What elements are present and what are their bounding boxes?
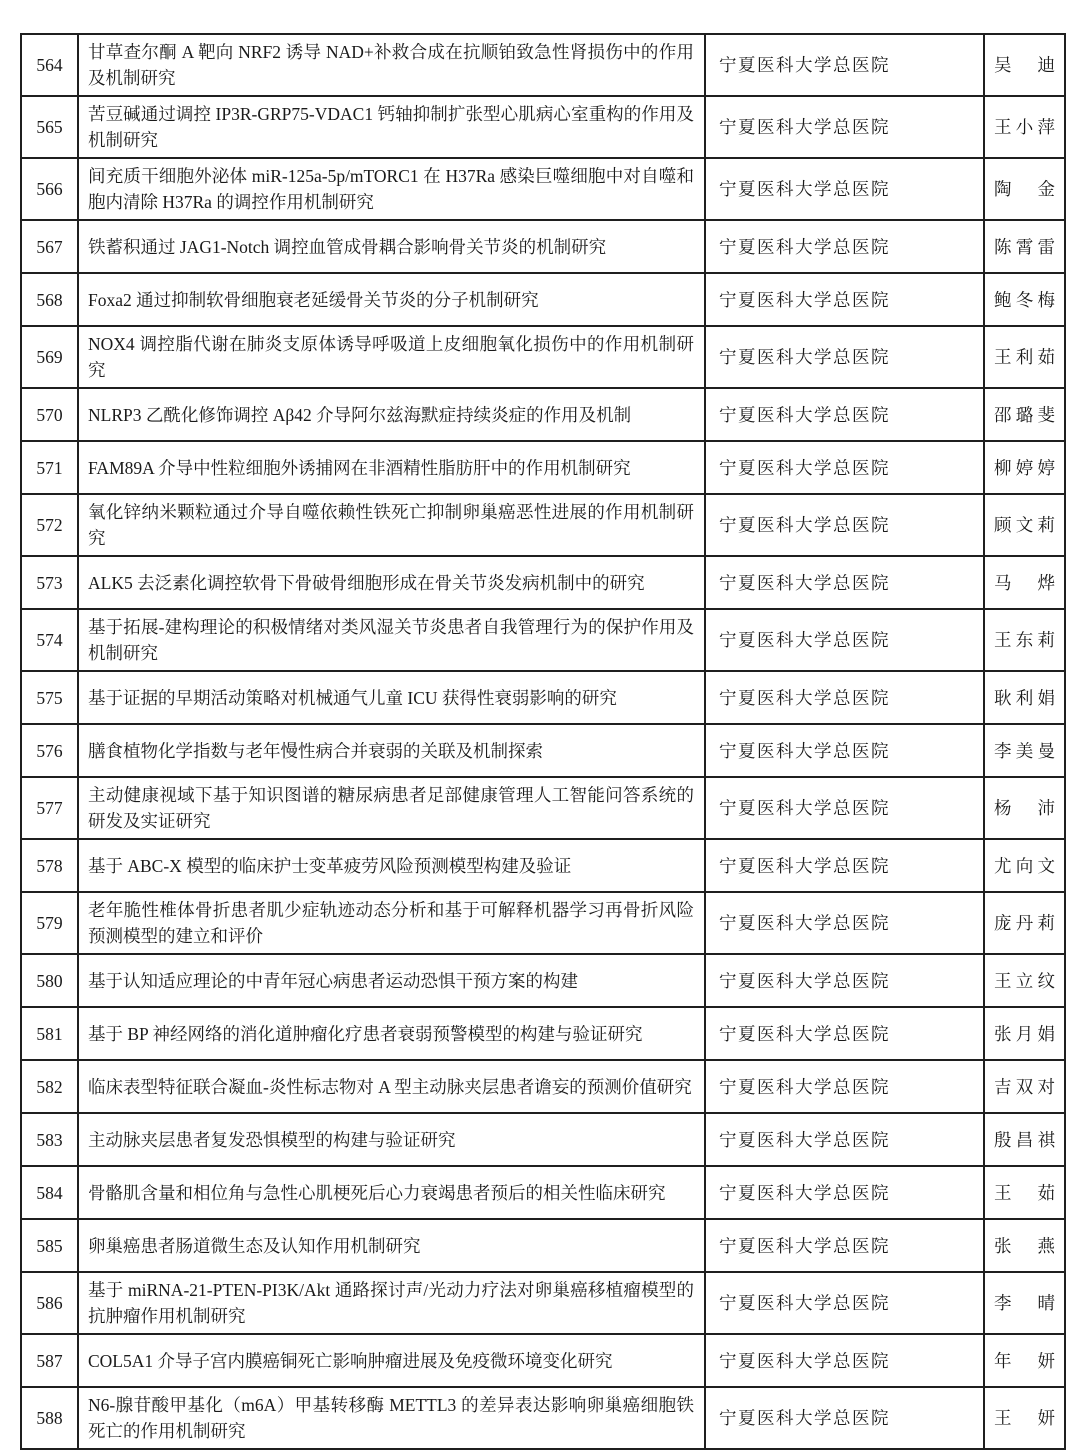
table-row [21, 954, 1065, 1007]
row-number: 577 [21, 777, 78, 839]
table-row [21, 839, 1065, 892]
organization: 宁夏医科大学总医院 [705, 273, 984, 326]
row-number: 580 [21, 954, 78, 1007]
table-row [21, 1334, 1065, 1387]
organization: 宁夏医科大学总医院 [705, 839, 984, 892]
table-row [21, 388, 1065, 441]
row-number: 575 [21, 671, 78, 724]
row-number: 581 [21, 1007, 78, 1060]
project-title: 卵巢癌患者肠道微生态及认知作用机制研究 [78, 1219, 705, 1272]
row-number: 588 [21, 1387, 78, 1449]
leader-name: 庞丹莉 [984, 892, 1065, 954]
leader-name: 柳婷婷 [984, 441, 1065, 494]
project-title: 基于证据的早期活动策略对机械通气儿童 ICU 获得性衰弱影响的研究 [78, 671, 705, 724]
table-row [21, 777, 1065, 839]
table-row [21, 34, 1065, 96]
organization: 宁夏医科大学总医院 [705, 724, 984, 777]
table-row [21, 1272, 1065, 1334]
organization: 宁夏医科大学总医院 [705, 1334, 984, 1387]
row-number: 572 [21, 494, 78, 556]
leader-name: 顾文莉 [984, 494, 1065, 556]
organization: 宁夏医科大学总医院 [705, 1219, 984, 1272]
organization: 宁夏医科大学总医院 [705, 326, 984, 388]
table-row [21, 724, 1065, 777]
row-number: 566 [21, 158, 78, 220]
table-row [21, 671, 1065, 724]
project-title: Foxa2 通过抑制软骨细胞衰老延缓骨关节炎的分子机制研究 [78, 273, 705, 326]
row-number: 569 [21, 326, 78, 388]
organization: 宁夏医科大学总医院 [705, 609, 984, 671]
leader-name: 耿利娟 [984, 671, 1065, 724]
project-title: 膳食植物化学指数与老年慢性病合并衰弱的关联及机制探索 [78, 724, 705, 777]
table-row [21, 1113, 1065, 1166]
table-row [21, 273, 1065, 326]
project-title: 骨骼肌含量和相位角与急性心肌梗死后心力衰竭患者预后的相关性临床研究 [78, 1166, 705, 1219]
leader-name: 张燕 [984, 1219, 1065, 1272]
table-row [21, 556, 1065, 609]
leader-name: 吴迪 [984, 34, 1065, 96]
leader-name: 王立纹 [984, 954, 1065, 1007]
leader-name: 尤向文 [984, 839, 1065, 892]
project-title: N6-腺苷酸甲基化（m6A）甲基转移酶 METTL3 的差异表达影响卵巢癌细胞铁死亡的作用机制研究 [78, 1387, 705, 1449]
leader-name: 王妍 [984, 1387, 1065, 1449]
table-row [21, 96, 1065, 158]
organization: 宁夏医科大学总医院 [705, 34, 984, 96]
project-title: 基于 ABC-X 模型的临床护士变革疲劳风险预测模型构建及验证 [78, 839, 705, 892]
table-row [21, 494, 1065, 556]
projects-table [20, 33, 1066, 1450]
leader-name: 杨沛 [984, 777, 1065, 839]
row-number: 570 [21, 388, 78, 441]
project-title: 铁蓄积通过 JAG1-Notch 调控血管成骨耦合影响骨关节炎的机制研究 [78, 220, 705, 273]
organization: 宁夏医科大学总医院 [705, 494, 984, 556]
organization: 宁夏医科大学总医院 [705, 892, 984, 954]
row-number: 573 [21, 556, 78, 609]
organization: 宁夏医科大学总医院 [705, 1387, 984, 1449]
project-title: NLRP3 乙酰化修饰调控 Aβ42 介导阿尔兹海默症持续炎症的作用及机制 [78, 388, 705, 441]
organization: 宁夏医科大学总医院 [705, 777, 984, 839]
project-title: 间充质干细胞外泌体 miR-125a-5p/mTORC1 在 H37Ra 感染巨噬细胞中对自噬和胞内清除 H37Ra 的调控作用机制研究 [78, 158, 705, 220]
organization: 宁夏医科大学总医院 [705, 96, 984, 158]
row-number: 578 [21, 839, 78, 892]
leader-name: 殷昌祺 [984, 1113, 1065, 1166]
leader-name: 鲍冬梅 [984, 273, 1065, 326]
row-number: 571 [21, 441, 78, 494]
table-row [21, 326, 1065, 388]
organization: 宁夏医科大学总医院 [705, 1272, 984, 1334]
organization: 宁夏医科大学总医院 [705, 1113, 984, 1166]
organization: 宁夏医科大学总医院 [705, 1007, 984, 1060]
project-title: COL5A1 介导子宫内膜癌铜死亡影响肿瘤进展及免疫微环境变化研究 [78, 1334, 705, 1387]
table-row [21, 1166, 1065, 1219]
row-number: 582 [21, 1060, 78, 1113]
table-row [21, 892, 1065, 954]
table-row [21, 1060, 1065, 1113]
row-number: 587 [21, 1334, 78, 1387]
table-row [21, 1387, 1065, 1449]
table-row [21, 609, 1065, 671]
project-title: 基于拓展-建构理论的积极情绪对类风湿关节炎患者自我管理行为的保护作用及机制研究 [78, 609, 705, 671]
table-row [21, 1219, 1065, 1272]
row-number: 583 [21, 1113, 78, 1166]
row-number: 574 [21, 609, 78, 671]
project-title: 苦豆碱通过调控 IP3R-GRP75-VDAC1 钙轴抑制扩张型心肌病心室重构的作用及机制研究 [78, 96, 705, 158]
row-number: 579 [21, 892, 78, 954]
leader-name: 王利茹 [984, 326, 1065, 388]
project-title: 基于 BP 神经网络的消化道肿瘤化疗患者衰弱预警模型的构建与验证研究 [78, 1007, 705, 1060]
organization: 宁夏医科大学总医院 [705, 1060, 984, 1113]
project-title: 老年脆性椎体骨折患者肌少症轨迹动态分析和基于可解释机器学习再骨折风险预测模型的建立和评价 [78, 892, 705, 954]
row-number: 565 [21, 96, 78, 158]
project-title: FAM89A 介导中性粒细胞外诱捕网在非酒精性脂肪肝中的作用机制研究 [78, 441, 705, 494]
project-title: 基于认知适应理论的中青年冠心病患者运动恐惧干预方案的构建 [78, 954, 705, 1007]
row-number: 568 [21, 273, 78, 326]
project-title: 临床表型特征联合凝血-炎性标志物对 A 型主动脉夹层患者谵妄的预测价值研究 [78, 1060, 705, 1113]
project-title: 主动脉夹层患者复发恐惧模型的构建与验证研究 [78, 1113, 705, 1166]
row-number: 584 [21, 1166, 78, 1219]
leader-name: 李美曼 [984, 724, 1065, 777]
organization: 宁夏医科大学总医院 [705, 671, 984, 724]
organization: 宁夏医科大学总医院 [705, 220, 984, 273]
table-row [21, 220, 1065, 273]
organization: 宁夏医科大学总医院 [705, 1166, 984, 1219]
organization: 宁夏医科大学总医院 [705, 556, 984, 609]
project-title: 甘草查尔酮 A 靶向 NRF2 诱导 NAD+补救合成在抗顺铂致急性肾损伤中的作用及机制研究 [78, 34, 705, 96]
project-title: NOX4 调控脂代谢在肺炎支原体诱导呼吸道上皮细胞氧化损伤中的作用机制研究 [78, 326, 705, 388]
project-title: ALK5 去泛素化调控软骨下骨破骨细胞形成在骨关节炎发病机制中的研究 [78, 556, 705, 609]
row-number: 585 [21, 1219, 78, 1272]
leader-name: 王茹 [984, 1166, 1065, 1219]
table-row [21, 158, 1065, 220]
organization: 宁夏医科大学总医院 [705, 441, 984, 494]
row-number: 564 [21, 34, 78, 96]
leader-name: 王东莉 [984, 609, 1065, 671]
row-number: 576 [21, 724, 78, 777]
table-row [21, 441, 1065, 494]
leader-name: 马烨 [984, 556, 1065, 609]
project-title: 基于 miRNA-21-PTEN-PI3K/Akt 通路探讨声/光动力疗法对卵巢癌移植瘤模型的抗肿瘤作用机制研究 [78, 1272, 705, 1334]
organization: 宁夏医科大学总医院 [705, 388, 984, 441]
leader-name: 年妍 [984, 1334, 1065, 1387]
project-title: 主动健康视域下基于知识图谱的糖尿病患者足部健康管理人工智能问答系统的研发及实证研究 [78, 777, 705, 839]
row-number: 567 [21, 220, 78, 273]
row-number: 586 [21, 1272, 78, 1334]
projects-table-body [21, 34, 1065, 1449]
project-title: 氧化锌纳米颗粒通过介导自噬依赖性铁死亡抑制卵巢癌恶性进展的作用机制研究 [78, 494, 705, 556]
leader-name: 王小萍 [984, 96, 1065, 158]
leader-name: 陶金 [984, 158, 1065, 220]
organization: 宁夏医科大学总医院 [705, 954, 984, 1007]
leader-name: 邵璐斐 [984, 388, 1065, 441]
organization: 宁夏医科大学总医院 [705, 158, 984, 220]
leader-name: 吉双对 [984, 1060, 1065, 1113]
leader-name: 陈霄雷 [984, 220, 1065, 273]
table-row [21, 1007, 1065, 1060]
leader-name: 张月娟 [984, 1007, 1065, 1060]
leader-name: 李晴 [984, 1272, 1065, 1334]
